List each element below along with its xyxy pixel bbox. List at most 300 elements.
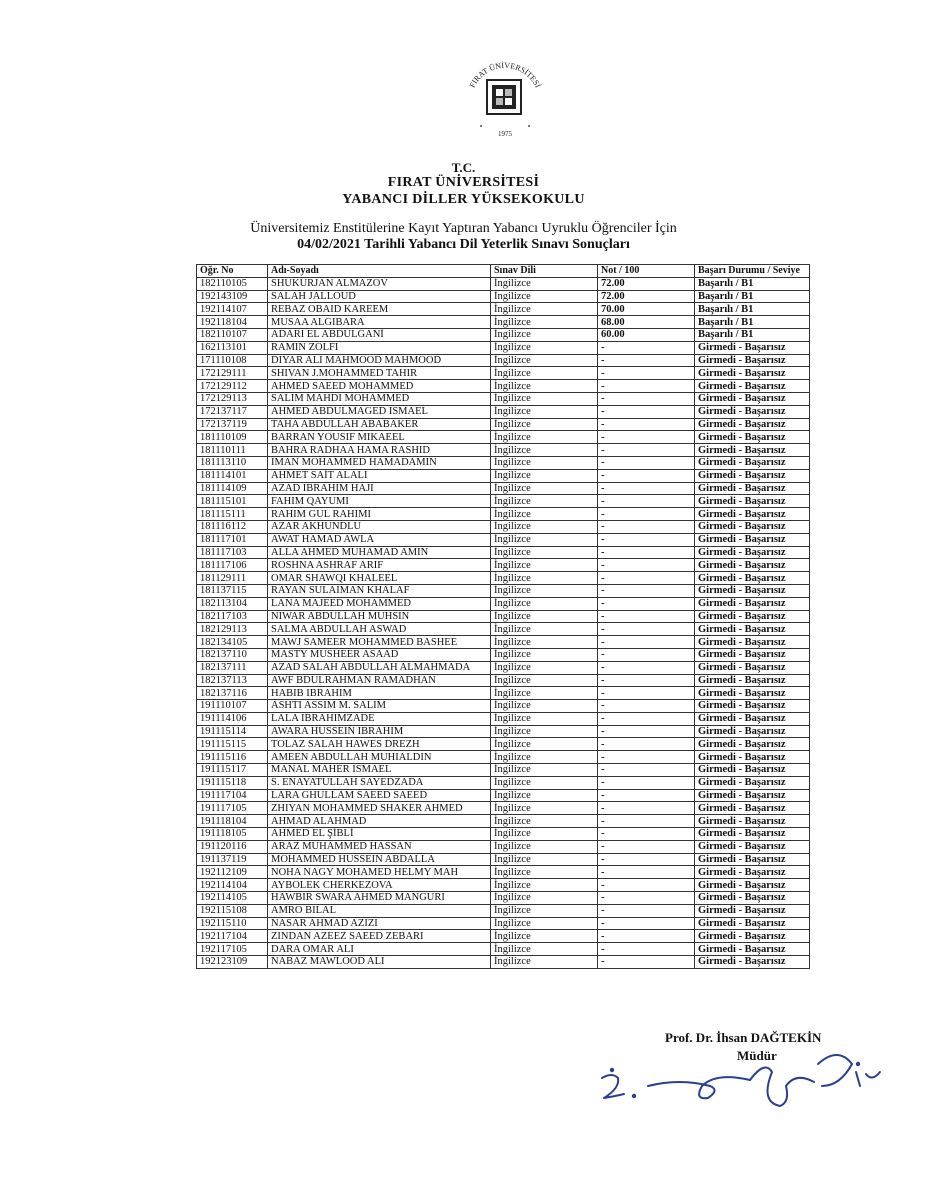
- status-cell: Girmedi - Başarısız: [695, 418, 810, 431]
- student-no-cell: 181114109: [197, 482, 268, 495]
- status-cell: Girmedi - Başarısız: [695, 917, 810, 930]
- status-cell: Girmedi - Başarısız: [695, 815, 810, 828]
- table-row: [197, 584, 810, 597]
- table-row: [197, 597, 810, 610]
- score-cell: -: [598, 546, 695, 559]
- status-cell: Girmedi - Başarısız: [695, 584, 810, 597]
- student-no-cell: 172129113: [197, 392, 268, 405]
- header-university: FIRAT ÜNİVERSİTESİ: [387, 175, 540, 190]
- table-row: [197, 316, 810, 329]
- student-no-cell: 192112109: [197, 866, 268, 879]
- status-cell: Girmedi - Başarısız: [695, 354, 810, 367]
- signatory-title: Müdür: [737, 1048, 777, 1063]
- status-cell: Girmedi - Başarısız: [695, 456, 810, 469]
- table-row: [197, 354, 810, 367]
- status-cell: Girmedi - Başarısız: [695, 610, 810, 623]
- student-name-cell: NASAR AHMAD AZIZI: [268, 917, 491, 930]
- header-tc: T.C.: [451, 160, 476, 175]
- score-cell: -: [598, 495, 695, 508]
- status-cell: Girmedi - Başarısız: [695, 520, 810, 533]
- student-name-cell: AHMET SAİT ALALI: [268, 469, 491, 482]
- table-row: [197, 789, 810, 802]
- status-cell: Başarılı / B1: [695, 277, 810, 290]
- student-name-cell: S. ENAYATULLAH SAYEDZADA: [268, 776, 491, 789]
- student-no-cell: 181115111: [197, 508, 268, 521]
- student-name-cell: OMAR SHAWQI KHALEEL: [268, 572, 491, 585]
- status-cell: Girmedi - Başarısız: [695, 661, 810, 674]
- exam-language-cell: İngilizce: [491, 405, 598, 418]
- table-row: [197, 367, 810, 380]
- student-name-cell: TAHA ABDULLAH ABABAKER: [268, 418, 491, 431]
- student-no-cell: 191110107: [197, 700, 268, 713]
- table-row: [197, 559, 810, 572]
- score-cell: -: [598, 956, 695, 969]
- score-cell: -: [598, 917, 695, 930]
- status-cell: Girmedi - Başarısız: [695, 533, 810, 546]
- exam-language-cell: İngilizce: [491, 789, 598, 802]
- column-header-score: Not / 100: [598, 265, 695, 278]
- student-no-cell: 182129113: [197, 623, 268, 636]
- table-row: [197, 956, 810, 969]
- status-cell: Girmedi - Başarısız: [695, 392, 810, 405]
- status-cell: Girmedi - Başarısız: [695, 892, 810, 905]
- exam-language-cell: İngilizce: [491, 802, 598, 815]
- score-cell: -: [598, 892, 695, 905]
- status-cell: Girmedi - Başarısız: [695, 469, 810, 482]
- score-cell: -: [598, 431, 695, 444]
- student-name-cell: RAHIM GUL RAHIMI: [268, 508, 491, 521]
- score-cell: -: [598, 904, 695, 917]
- student-name-cell: ADARI EL ABDULĞANİ: [268, 328, 491, 341]
- student-name-cell: ZINDAN AZEEZ SAEED ZEBARI: [268, 930, 491, 943]
- status-cell: Girmedi - Başarısız: [695, 367, 810, 380]
- table-row: [197, 917, 810, 930]
- student-name-cell: RAYAN SULAIMAN KHALAF: [268, 584, 491, 597]
- score-cell: -: [598, 674, 695, 687]
- status-cell: Girmedi - Başarısız: [695, 597, 810, 610]
- student-name-cell: IMAN MOHAMMED HAMADAMIN: [268, 456, 491, 469]
- status-cell: Girmedi - Başarısız: [695, 879, 810, 892]
- score-cell: -: [598, 815, 695, 828]
- status-cell: Girmedi - Başarısız: [695, 853, 810, 866]
- student-no-cell: 182137110: [197, 648, 268, 661]
- score-cell: -: [598, 828, 695, 841]
- status-cell: Girmedi - Başarısız: [695, 495, 810, 508]
- exam-language-cell: İngilizce: [491, 431, 598, 444]
- status-cell: Girmedi - Başarısız: [695, 712, 810, 725]
- score-cell: -: [598, 559, 695, 572]
- student-no-cell: 182113104: [197, 597, 268, 610]
- exam-language-cell: İngilizce: [491, 879, 598, 892]
- student-no-cell: 181116112: [197, 520, 268, 533]
- student-name-cell: AMRO BILAL: [268, 904, 491, 917]
- exam-language-cell: İngilizce: [491, 712, 598, 725]
- score-cell: 60.00: [598, 328, 695, 341]
- status-cell: Girmedi - Başarısız: [695, 674, 810, 687]
- student-name-cell: AHMED SAEED MOHAMMED: [268, 380, 491, 393]
- table-row: [197, 303, 810, 316]
- table-row: [197, 776, 810, 789]
- student-no-cell: 181115101: [197, 495, 268, 508]
- exam-language-cell: İngilizce: [491, 546, 598, 559]
- status-cell: Girmedi - Başarısız: [695, 648, 810, 661]
- student-name-cell: NABAZ MAWLOOD ALI: [268, 956, 491, 969]
- score-cell: -: [598, 341, 695, 354]
- score-cell: 72.00: [598, 290, 695, 303]
- table-row: [197, 674, 810, 687]
- student-no-cell: 191114106: [197, 712, 268, 725]
- student-name-cell: MASTY MUSHEER ASAAD: [268, 648, 491, 661]
- exam-language-cell: İngilizce: [491, 738, 598, 751]
- table-row: [197, 661, 810, 674]
- table-row: [197, 546, 810, 559]
- student-name-cell: ALLA AHMED MUHAMAD AMIN: [268, 546, 491, 559]
- table-row: [197, 405, 810, 418]
- exam-language-cell: İngilizce: [491, 597, 598, 610]
- table-row: [197, 636, 810, 649]
- table-header-row: [197, 265, 810, 278]
- table-row: [197, 469, 810, 482]
- table-row: [197, 277, 810, 290]
- student-name-cell: MAWJ SAMEER MOHAMMED BASHEE: [268, 636, 491, 649]
- handwritten-signature: [590, 1042, 890, 1112]
- student-no-cell: 162113101: [197, 341, 268, 354]
- exam-language-cell: İngilizce: [491, 725, 598, 738]
- table-row: [197, 482, 810, 495]
- status-cell: Girmedi - Başarısız: [695, 444, 810, 457]
- table-row: [197, 751, 810, 764]
- student-no-cell: 182137111: [197, 661, 268, 674]
- status-cell: Girmedi - Başarısız: [695, 866, 810, 879]
- status-cell: Girmedi - Başarısız: [695, 623, 810, 636]
- exam-language-cell: İngilizce: [491, 277, 598, 290]
- student-no-cell: 192117105: [197, 943, 268, 956]
- exam-language-cell: İngilizce: [491, 866, 598, 879]
- exam-language-cell: İngilizce: [491, 700, 598, 713]
- student-name-cell: LARA GHULLAM SAEED SAEED: [268, 789, 491, 802]
- status-cell: Girmedi - Başarısız: [695, 956, 810, 969]
- status-cell: Girmedi - Başarısız: [695, 802, 810, 815]
- exam-language-cell: İngilizce: [491, 520, 598, 533]
- student-no-cell: 191137119: [197, 853, 268, 866]
- score-cell: -: [598, 367, 695, 380]
- column-header-name: Adı-Soyadı: [268, 265, 491, 278]
- student-name-cell: MUSAA ALGIBARA: [268, 316, 491, 329]
- table-row: [197, 700, 810, 713]
- student-no-cell: 191117104: [197, 789, 268, 802]
- exam-language-cell: İngilizce: [491, 508, 598, 521]
- student-no-cell: 192143109: [197, 290, 268, 303]
- status-cell: Girmedi - Başarısız: [695, 840, 810, 853]
- student-name-cell: AZAD IBRAHIM HAJI: [268, 482, 491, 495]
- student-name-cell: AHMED ABDULMAGED ISMAEL: [268, 405, 491, 418]
- seal-year: 1975: [498, 130, 512, 138]
- score-cell: 68.00: [598, 316, 695, 329]
- student-no-cell: 191115118: [197, 776, 268, 789]
- exam-language-cell: İngilizce: [491, 648, 598, 661]
- exam-language-cell: İngilizce: [491, 930, 598, 943]
- exam-language-cell: İngilizce: [491, 917, 598, 930]
- status-cell: Girmedi - Başarısız: [695, 751, 810, 764]
- score-cell: -: [598, 380, 695, 393]
- student-no-cell: 181113110: [197, 456, 268, 469]
- status-cell: Girmedi - Başarısız: [695, 572, 810, 585]
- table-row: [197, 623, 810, 636]
- score-cell: -: [598, 802, 695, 815]
- student-no-cell: 172137119: [197, 418, 268, 431]
- student-no-cell: 191115115: [197, 738, 268, 751]
- status-cell: Girmedi - Başarısız: [695, 904, 810, 917]
- score-cell: -: [598, 392, 695, 405]
- university-seal-logo: [461, 52, 549, 140]
- status-cell: Girmedi - Başarısız: [695, 764, 810, 777]
- score-cell: -: [598, 866, 695, 879]
- student-name-cell: NOHA NAGY MOHAMED HELMY MAH: [268, 866, 491, 879]
- student-no-cell: 181110111: [197, 444, 268, 457]
- exam-language-cell: İngilizce: [491, 367, 598, 380]
- exam-language-cell: İngilizce: [491, 495, 598, 508]
- exam-language-cell: İngilizce: [491, 661, 598, 674]
- table-row: [197, 802, 810, 815]
- student-name-cell: BAHRA RADHAA HAMA RASHID: [268, 444, 491, 457]
- exam-language-cell: İngilizce: [491, 776, 598, 789]
- score-cell: -: [598, 712, 695, 725]
- student-name-cell: SHUKURJAN ALMAZOV: [268, 277, 491, 290]
- student-name-cell: SHIVAN J.MOHAMMED TAHIR: [268, 367, 491, 380]
- status-cell: Girmedi - Başarısız: [695, 776, 810, 789]
- exam-language-cell: İngilizce: [491, 456, 598, 469]
- table-row: [197, 904, 810, 917]
- score-cell: -: [598, 584, 695, 597]
- student-name-cell: AZAD SALAH ABDULLAH ALMAHMADA: [268, 661, 491, 674]
- table-row: [197, 840, 810, 853]
- header-school: YABANCI DİLLER YÜKSEKOKULU: [342, 192, 585, 207]
- exam-language-cell: İngilizce: [491, 533, 598, 546]
- student-no-cell: 182137116: [197, 687, 268, 700]
- table-row: [197, 533, 810, 546]
- student-no-cell: 181129111: [197, 572, 268, 585]
- exam-language-cell: İngilizce: [491, 444, 598, 457]
- exam-language-cell: İngilizce: [491, 687, 598, 700]
- status-cell: Başarılı / B1: [695, 328, 810, 341]
- exam-language-cell: İngilizce: [491, 469, 598, 482]
- student-name-cell: LANA MAJEED MOHAMMED: [268, 597, 491, 610]
- status-cell: Girmedi - Başarısız: [695, 546, 810, 559]
- column-header-status: Başarı Durumu / Seviye: [695, 265, 810, 278]
- status-cell: Girmedi - Başarısız: [695, 828, 810, 841]
- student-name-cell: AZAR AKHUNDLU: [268, 520, 491, 533]
- status-cell: Girmedi - Başarısız: [695, 559, 810, 572]
- table-row: [197, 456, 810, 469]
- table-row: [197, 828, 810, 841]
- student-no-cell: 181117103: [197, 546, 268, 559]
- student-no-cell: 172137117: [197, 405, 268, 418]
- score-cell: -: [598, 661, 695, 674]
- exam-language-cell: İngilizce: [491, 764, 598, 777]
- exam-language-cell: İngilizce: [491, 956, 598, 969]
- score-cell: -: [598, 776, 695, 789]
- student-no-cell: 192123109: [197, 956, 268, 969]
- student-no-cell: 181117106: [197, 559, 268, 572]
- status-cell: Girmedi - Başarısız: [695, 482, 810, 495]
- status-cell: Girmedi - Başarısız: [695, 380, 810, 393]
- student-no-cell: 181137115: [197, 584, 268, 597]
- score-cell: -: [598, 840, 695, 853]
- exam-language-cell: İngilizce: [491, 828, 598, 841]
- exam-language-cell: İngilizce: [491, 623, 598, 636]
- exam-language-cell: İngilizce: [491, 341, 598, 354]
- student-no-cell: 191115116: [197, 751, 268, 764]
- student-no-cell: 182117103: [197, 610, 268, 623]
- score-cell: -: [598, 456, 695, 469]
- table-row: [197, 520, 810, 533]
- score-cell: -: [598, 444, 695, 457]
- score-cell: -: [598, 418, 695, 431]
- column-header-student-no: Öğr. No: [197, 265, 268, 278]
- table-row: [197, 290, 810, 303]
- student-name-cell: ROSHNA ASHRAF ARIF: [268, 559, 491, 572]
- status-cell: Başarılı / B1: [695, 303, 810, 316]
- student-no-cell: 182110105: [197, 277, 268, 290]
- table-row: [197, 853, 810, 866]
- exam-language-cell: İngilizce: [491, 303, 598, 316]
- document-title: 04/02/2021 Tarihli Yabancı Dil Yeterlik Sınavı Sonuçları: [297, 237, 630, 252]
- table-row: [197, 418, 810, 431]
- status-cell: Girmedi - Başarısız: [695, 431, 810, 444]
- student-no-cell: 191120116: [197, 840, 268, 853]
- table-row: [197, 687, 810, 700]
- exam-language-cell: İngilizce: [491, 418, 598, 431]
- student-no-cell: 181110109: [197, 431, 268, 444]
- student-no-cell: 192117104: [197, 930, 268, 943]
- student-no-cell: 191117105: [197, 802, 268, 815]
- student-name-cell: AWF BDULRAHMAN RAMADHAN: [268, 674, 491, 687]
- student-name-cell: RAMIN ZOLFI: [268, 341, 491, 354]
- status-cell: Girmedi - Başarısız: [695, 930, 810, 943]
- student-no-cell: 191118105: [197, 828, 268, 841]
- score-cell: -: [598, 751, 695, 764]
- score-cell: -: [598, 930, 695, 943]
- student-name-cell: ASHTI ASSIM M. SALIM: [268, 700, 491, 713]
- student-no-cell: 192115110: [197, 917, 268, 930]
- student-name-cell: DIYAR ALI MAHMOOD MAHMOOD: [268, 354, 491, 367]
- status-cell: Girmedi - Başarısız: [695, 508, 810, 521]
- student-name-cell: REBAZ OBAID KAREEM: [268, 303, 491, 316]
- student-name-cell: BARRAN YOUSIF MIKAEEL: [268, 431, 491, 444]
- table-row: [197, 764, 810, 777]
- exam-language-cell: İngilizce: [491, 380, 598, 393]
- table-row: [197, 610, 810, 623]
- student-name-cell: SALIM MAHDI MOHAMMED: [268, 392, 491, 405]
- exam-language-cell: İngilizce: [491, 751, 598, 764]
- exam-language-cell: İngilizce: [491, 290, 598, 303]
- score-cell: 72.00: [598, 277, 695, 290]
- score-cell: -: [598, 636, 695, 649]
- exam-language-cell: İngilizce: [491, 316, 598, 329]
- exam-language-cell: İngilizce: [491, 853, 598, 866]
- score-cell: -: [598, 853, 695, 866]
- student-name-cell: TOLAZ SALAH HAWES DREZH: [268, 738, 491, 751]
- student-no-cell: 182134105: [197, 636, 268, 649]
- exam-language-cell: İngilizce: [491, 610, 598, 623]
- student-no-cell: 192115108: [197, 904, 268, 917]
- student-name-cell: ZHIYAN MOHAMMED SHAKER AHMED: [268, 802, 491, 815]
- student-name-cell: SALMA ABDULLAH ASWAD: [268, 623, 491, 636]
- exam-language-cell: İngilizce: [491, 559, 598, 572]
- student-name-cell: AHMED EL ŞİBLİ: [268, 828, 491, 841]
- student-no-cell: 171110108: [197, 354, 268, 367]
- student-no-cell: 192118104: [197, 316, 268, 329]
- signatory-name: Prof. Dr. İhsan DAĞTEKİN: [665, 1030, 822, 1045]
- table-row: [197, 341, 810, 354]
- exam-language-cell: İngilizce: [491, 392, 598, 405]
- score-cell: 70.00: [598, 303, 695, 316]
- student-no-cell: 191115114: [197, 725, 268, 738]
- student-no-cell: 182110107: [197, 328, 268, 341]
- table-row: [197, 648, 810, 661]
- student-name-cell: HAWBIR SWARA AHMED MANGURI: [268, 892, 491, 905]
- table-row: [197, 508, 810, 521]
- table-row: [197, 712, 810, 725]
- score-cell: -: [598, 405, 695, 418]
- exam-language-cell: İngilizce: [491, 572, 598, 585]
- table-body: [197, 277, 810, 968]
- status-cell: Girmedi - Başarısız: [695, 405, 810, 418]
- document-subtitle: Üniversitemiz Enstitülerine Kayıt Yaptıran Yabancı Uyruklu Öğrenciler İçin: [250, 221, 677, 236]
- student-name-cell: AWAT HAMAD AWLA: [268, 533, 491, 546]
- status-cell: Girmedi - Başarısız: [695, 789, 810, 802]
- status-cell: Girmedi - Başarısız: [695, 725, 810, 738]
- score-cell: -: [598, 572, 695, 585]
- exam-language-cell: İngilizce: [491, 482, 598, 495]
- table-row: [197, 495, 810, 508]
- table-row: [197, 380, 810, 393]
- table-row: [197, 815, 810, 828]
- score-cell: -: [598, 725, 695, 738]
- exam-language-cell: İngilizce: [491, 943, 598, 956]
- student-name-cell: AHMAD ALAHMAD: [268, 815, 491, 828]
- student-name-cell: ARAZ MUHAMMED HASSAN: [268, 840, 491, 853]
- table-row: [197, 392, 810, 405]
- student-no-cell: 191118104: [197, 815, 268, 828]
- status-cell: Başarılı / B1: [695, 290, 810, 303]
- student-no-cell: 181117101: [197, 533, 268, 546]
- status-cell: Girmedi - Başarısız: [695, 943, 810, 956]
- student-name-cell: NIWAR ABDULLAH MUHSIN: [268, 610, 491, 623]
- student-no-cell: 182137113: [197, 674, 268, 687]
- student-name-cell: AMEEN ABDULLAH MUHIALDIN: [268, 751, 491, 764]
- score-cell: -: [598, 879, 695, 892]
- exam-language-cell: İngilizce: [491, 892, 598, 905]
- table-row: [197, 328, 810, 341]
- exam-language-cell: İngilizce: [491, 354, 598, 367]
- table-row: [197, 725, 810, 738]
- status-cell: Girmedi - Başarısız: [695, 738, 810, 751]
- student-name-cell: FAHIM QAYUMI: [268, 495, 491, 508]
- student-name-cell: SALAH JALLOUD: [268, 290, 491, 303]
- student-name-cell: AWARA HUSSEIN IBRAHIM: [268, 725, 491, 738]
- table-row: [197, 444, 810, 457]
- score-cell: -: [598, 482, 695, 495]
- student-no-cell: 192114104: [197, 879, 268, 892]
- status-cell: Girmedi - Başarısız: [695, 687, 810, 700]
- table-row: [197, 431, 810, 444]
- score-cell: -: [598, 354, 695, 367]
- score-cell: -: [598, 520, 695, 533]
- score-cell: -: [598, 764, 695, 777]
- table-row: [197, 879, 810, 892]
- table-row: [197, 930, 810, 943]
